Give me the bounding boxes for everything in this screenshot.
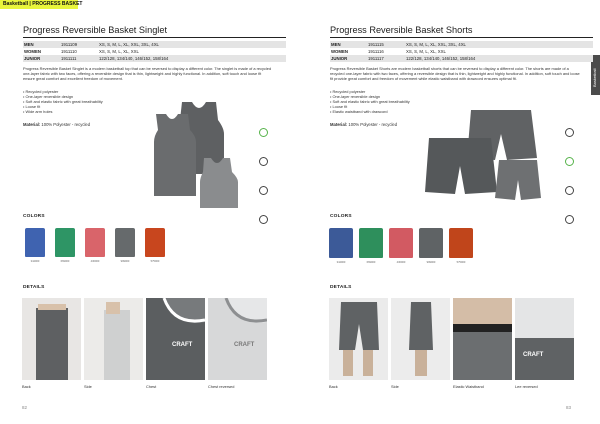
reversible-icon <box>255 157 271 179</box>
spec-row <box>23 48 286 55</box>
detail-label: Chest <box>146 384 157 389</box>
spec-sizes: XS, S, M, L, XL, XXL <box>406 49 446 54</box>
spec-group: JUNIOR <box>24 56 41 61</box>
color-code: 999900 <box>120 260 130 263</box>
shorts-junior-garment <box>495 160 541 200</box>
details-heading: DETAILS <box>23 285 45 290</box>
feature-item: • Loose fit <box>330 104 593 109</box>
product-description: Progress Reversible Basket Singlet is a modern basketball top that can be reversed to display a different color. The singlet is made of a recycled one-layer fabric with two faces, offering a reversible design that is thin, lightweight and highly functional. In addition, soft touch and loose fit ensure great comfort and excellent freedom of movement. <box>23 66 272 82</box>
swatch-garment <box>419 228 443 258</box>
color-swatch[interactable] <box>85 228 105 263</box>
breathable-icon <box>561 215 577 237</box>
feature-icons <box>255 128 271 244</box>
detail-item <box>146 298 205 389</box>
swatch-garment <box>329 228 353 258</box>
feature-item: • Wide arm holes <box>23 109 286 114</box>
color-swatch[interactable] <box>451 228 471 264</box>
detail-photo <box>146 298 205 380</box>
detail-label: Side <box>391 384 399 389</box>
spec-code: 1911110 <box>61 49 77 54</box>
detail-label: Elastic Waistband <box>453 384 484 389</box>
detail-photos <box>22 298 267 389</box>
swatch-garment <box>449 228 473 258</box>
swatch-garment <box>25 228 45 257</box>
color-swatch[interactable] <box>421 228 441 264</box>
feature-item: • One-layer reversible design <box>330 94 593 99</box>
spec-row <box>23 55 286 62</box>
color-code: 344900 <box>336 261 346 264</box>
spec-code: 1911116 <box>368 49 384 54</box>
color-swatch[interactable] <box>55 228 75 263</box>
color-code: 575900 <box>150 260 160 263</box>
detail-photo <box>515 298 574 380</box>
title-divider <box>23 37 286 38</box>
spec-row <box>330 55 593 62</box>
spec-row <box>330 41 593 48</box>
color-code: 669900 <box>60 260 70 263</box>
detail-label: Side <box>84 384 92 389</box>
spec-code: 1911115 <box>368 42 384 47</box>
svg-text:CRAFT: CRAFT <box>172 342 193 348</box>
detail-item <box>22 298 81 389</box>
color-code: 344900 <box>30 260 40 263</box>
color-swatch[interactable] <box>361 228 381 264</box>
color-code: 430900 <box>90 260 100 263</box>
detail-label: Back <box>329 384 338 389</box>
spec-code: 1911117 <box>368 56 384 61</box>
detail-item <box>84 298 143 389</box>
feature-item: • One-layer reversible design <box>23 94 286 99</box>
singlet-junior-garment <box>200 158 238 208</box>
spec-sizes: 122/128, 134/140, 146/152, 158/164 <box>99 56 169 61</box>
spec-sizes: XS, S, M, L, XL, XXL, 3XL, 4XL <box>99 42 159 47</box>
spec-sizes: XS, S, M, L, XL, XXL, 3XL, 4XL <box>406 42 466 47</box>
material-value: 100% Polyester - recycled <box>348 121 398 127</box>
spec-sizes: 122/128, 134/140, 146/152, 158/164 <box>406 56 476 61</box>
product-title: Progress Reversible Basket Singlet <box>23 25 168 35</box>
singlet-hero-image <box>152 100 246 212</box>
spec-row <box>23 41 286 48</box>
detail-photo <box>391 298 450 380</box>
stretch-icon <box>561 186 577 208</box>
color-code: 669900 <box>366 261 376 264</box>
product-title: Progress Reversible Basket Shorts <box>330 25 473 35</box>
section-header-tag <box>0 0 83 9</box>
spec-group: MEN <box>331 42 341 47</box>
color-swatch[interactable] <box>145 228 165 263</box>
side-tab-label: Basketball <box>592 68 597 87</box>
swatch-garment <box>115 228 135 257</box>
svg-text:CRAFT: CRAFT <box>523 352 544 358</box>
colors-heading: COLORS <box>330 214 352 219</box>
title-divider <box>330 37 593 38</box>
detail-item <box>515 298 574 389</box>
detail-item <box>208 298 267 389</box>
detail-item <box>453 298 512 389</box>
detail-photo <box>329 298 388 380</box>
color-code: 999900 <box>426 261 436 264</box>
colors-heading: COLORS <box>23 214 45 219</box>
section-header-label: Basketball | PROGRESS BASKET <box>3 1 83 7</box>
color-code: 430900 <box>396 261 406 264</box>
detail-photo <box>453 298 512 380</box>
recycle-icon <box>255 128 271 150</box>
material-value: 100% Polyester - recycled <box>41 121 91 127</box>
feature-item: • Soft and elastic fabric with great breathability <box>23 99 286 104</box>
detail-label: Back <box>22 384 31 389</box>
detail-item <box>329 298 388 389</box>
color-swatches <box>25 228 165 263</box>
page-number: 83 <box>566 405 572 410</box>
product-description: Progress Reversible Basket Shorts are modern basketball shorts that can be reversed to display a different color. The shorts are made of a recycled one-layer fabric with two faces, offering a reversible design that is thin, lightweight and highly functional. In addition, soft touch and loose fit provide great comfort and freedom of movement while elastic waistband with drawcord ensures optimal fit. <box>330 66 580 82</box>
feature-item: • Elastic waistband with drawcord <box>330 109 593 114</box>
stretch-icon <box>255 186 271 208</box>
material-label: Material: <box>23 121 41 127</box>
color-swatch[interactable] <box>391 228 411 264</box>
detail-photo <box>208 298 267 380</box>
spec-table <box>330 41 593 62</box>
shorts-hero-image <box>425 108 550 212</box>
swatch-garment <box>145 228 165 257</box>
page-number: 82 <box>22 405 28 410</box>
spec-group: WOMEN <box>24 49 41 54</box>
spec-table <box>23 41 286 62</box>
svg-text:CRAFT: CRAFT <box>234 342 255 348</box>
recycle-icon <box>561 157 577 179</box>
color-swatch[interactable] <box>115 228 135 263</box>
detail-photo <box>84 298 143 380</box>
spec-group: JUNIOR <box>331 56 348 61</box>
swatch-garment <box>389 228 413 258</box>
feature-icons <box>561 128 577 244</box>
breathable-icon <box>255 215 271 237</box>
spec-code: 1911109 <box>61 42 78 47</box>
spec-sizes: XS, S, M, L, XL, XXL <box>99 49 139 54</box>
spec-group: WOMEN <box>331 49 348 54</box>
detail-photos <box>329 298 574 389</box>
color-code: 575900 <box>456 261 466 264</box>
details-heading: DETAILS <box>330 285 352 290</box>
color-swatch[interactable] <box>25 228 45 263</box>
color-swatch[interactable] <box>331 228 351 264</box>
feature-item: • Recycled polyester <box>23 89 286 94</box>
detail-label: Lee reversed <box>515 384 538 389</box>
feature-item: • Soft and elastic fabric with great breathability <box>330 99 593 104</box>
color-swatches[interactable] <box>331 228 471 264</box>
detail-photo <box>22 298 81 380</box>
spec-code: 1911111 <box>61 56 77 61</box>
feature-item: • Recycled polyester <box>330 89 593 94</box>
spec-group: MEN <box>24 42 34 47</box>
detail-item <box>391 298 450 389</box>
swatch-garment <box>359 228 383 258</box>
feature-item: • Loose fit <box>23 104 286 109</box>
swatch-garment <box>85 228 105 257</box>
shorts-front-garment <box>425 138 497 194</box>
material-label: Material: <box>330 121 348 127</box>
reversible-icon <box>561 128 577 150</box>
spec-row <box>330 48 593 55</box>
swatch-garment <box>55 228 75 257</box>
detail-label: Chest reversed <box>208 384 235 389</box>
